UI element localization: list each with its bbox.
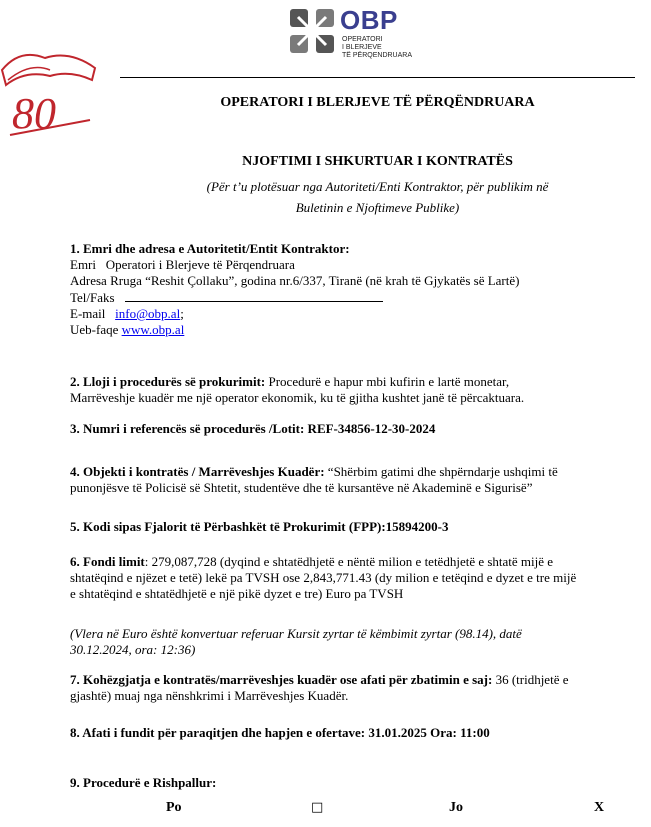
section-6 — [70, 554, 645, 602]
section-6-line: e shtatëqind e shtatëdhjetë e një pikë dyzet e tre) Euro pa TVSH — [70, 586, 404, 601]
option-jo: Jo — [449, 800, 463, 815]
header-rule — [120, 77, 635, 78]
subtitle-line: (Për t’u plotësuar nga Autoriteti/Enti Kontraktor, për publikim në — [206, 179, 549, 194]
section-6-line: shtatëqind e njëzet e tetë) lekë pa TVSH ose 2,843,771.43 (dy milion e tetëqind e dyzet e tre mijë — [70, 570, 577, 585]
anniversary-stamp — [0, 40, 100, 140]
note-line: (Vlera në Euro është konvertuar referuar Kursit zyrtar të këmbimit zyrtar (98.14), datë — [70, 626, 522, 641]
section-1 — [70, 241, 645, 338]
note-line: 30.12.2024, ora: 12:36) — [70, 642, 196, 657]
section-2-text: Procedurë e hapur mbi kufirin e lartë monetar, — [265, 374, 510, 389]
section-5: 5. Kodi sipas Fjalorit të Përbashkët të Prokurimit (FPP):15894200-3 — [70, 519, 449, 534]
logo-line: I BLERJEVE — [342, 44, 382, 51]
web-label: Ueb-faqe — [70, 322, 119, 337]
section-6-text: : 279,087,728 (dyqind e shtatëdhjetë e nëntë milion e tetëdhjetë e shtatë mijë e — [144, 554, 554, 569]
section-2 — [70, 374, 645, 406]
obp-logo-icon — [288, 7, 336, 55]
obp-logo — [288, 7, 428, 57]
section-7-text: 36 (tridhjetë e — [492, 672, 569, 687]
checkbox-jo-marked[interactable]: X — [594, 800, 605, 815]
section-7-label: 7. Kohëzgjatja e kontratës/marrëveshjes kuadër ose afati për zbatimin e saj: — [70, 672, 493, 687]
section-8: 8. Afati i fundit për paraqitjen dhe hapjen e ofertave: 31.01.2025 Ora: 11:00 — [70, 725, 490, 740]
section-4-label: 4. Objekti i kontratës / Marrëveshjes Kuadër: — [70, 464, 325, 479]
web-row — [70, 322, 645, 338]
section-2-label: 2. Lloji i procedurës së prokurimit: — [70, 374, 266, 389]
logo-line: OPERATORI — [342, 36, 383, 43]
telfax-blank — [125, 289, 383, 302]
section-3: 3. Numri i referencës së procedurës /Lotit: REF-34856-12-30-2024 — [70, 421, 436, 436]
stamp-graphic — [0, 40, 100, 140]
section-7-line — [70, 672, 645, 688]
section-2-line — [70, 374, 645, 390]
document-title: NJOFTIMI I SHKURTUAR I KONTRATËS — [242, 154, 513, 169]
name-label: Emri — [70, 257, 96, 272]
email-row — [70, 306, 645, 322]
section-6-line — [70, 554, 645, 570]
logo-line: TË PËRQENDRUARA — [342, 52, 413, 59]
email-label: E-mail — [70, 306, 106, 321]
option-po: Po — [166, 800, 182, 815]
web-link[interactable]: www.obp.al — [121, 322, 185, 337]
section-6-label: 6. Fondi limit — [70, 554, 145, 569]
section-4 — [70, 464, 645, 496]
email-suffix: ; — [180, 306, 184, 321]
conversion-note — [70, 626, 645, 658]
subtitle-line: Buletinin e Njoftimeve Publike) — [295, 200, 460, 215]
org-title: OPERATORI I BLERJEVE TË PËRQËNDRUARA — [220, 95, 535, 110]
section-2-line: Marrëveshje kuadër me një operator ekonomik, ku të gjitha kushtet janë të përcaktuara. — [70, 390, 525, 405]
name-value: Operatori i Blerjeve të Përqendruara — [105, 257, 295, 272]
checkbox-po[interactable]: □ — [311, 800, 324, 815]
email-link[interactable]: info@obp.al — [115, 306, 181, 321]
name-row — [70, 257, 645, 273]
logo-wordmark: OBP — [340, 5, 398, 35]
document-subtitle — [120, 176, 635, 218]
section-9-heading: 9. Procedurë e Rishpallur: — [70, 775, 217, 790]
stamp-number: 80 — [12, 89, 56, 138]
section-4-text: “Shërbim gatimi dhe shpërndarje ushqimi të — [324, 464, 558, 479]
telfax-row — [70, 289, 645, 306]
section-7 — [70, 672, 645, 704]
section-4-line: punonjësve të Policisë së Shtetit, studentëve dhe të kursantëve në Akademinë e Sigurisë” — [70, 480, 533, 495]
section-4-line — [70, 464, 645, 480]
section-1-heading: 1. Emri dhe adresa e Autoritetit/Entit Kontraktor: — [70, 241, 350, 256]
address-row: Adresa Rruga “Reshit Çollaku”, godina nr.6/337, Tiranë (në krah të Gjykatës së Lartë) — [70, 273, 520, 288]
telfax-label: Tel/Faks — [70, 290, 115, 305]
section-7-line: gjashtë) muaj nga nënshkrimi i Marrëveshjes Kuadër. — [70, 688, 349, 703]
